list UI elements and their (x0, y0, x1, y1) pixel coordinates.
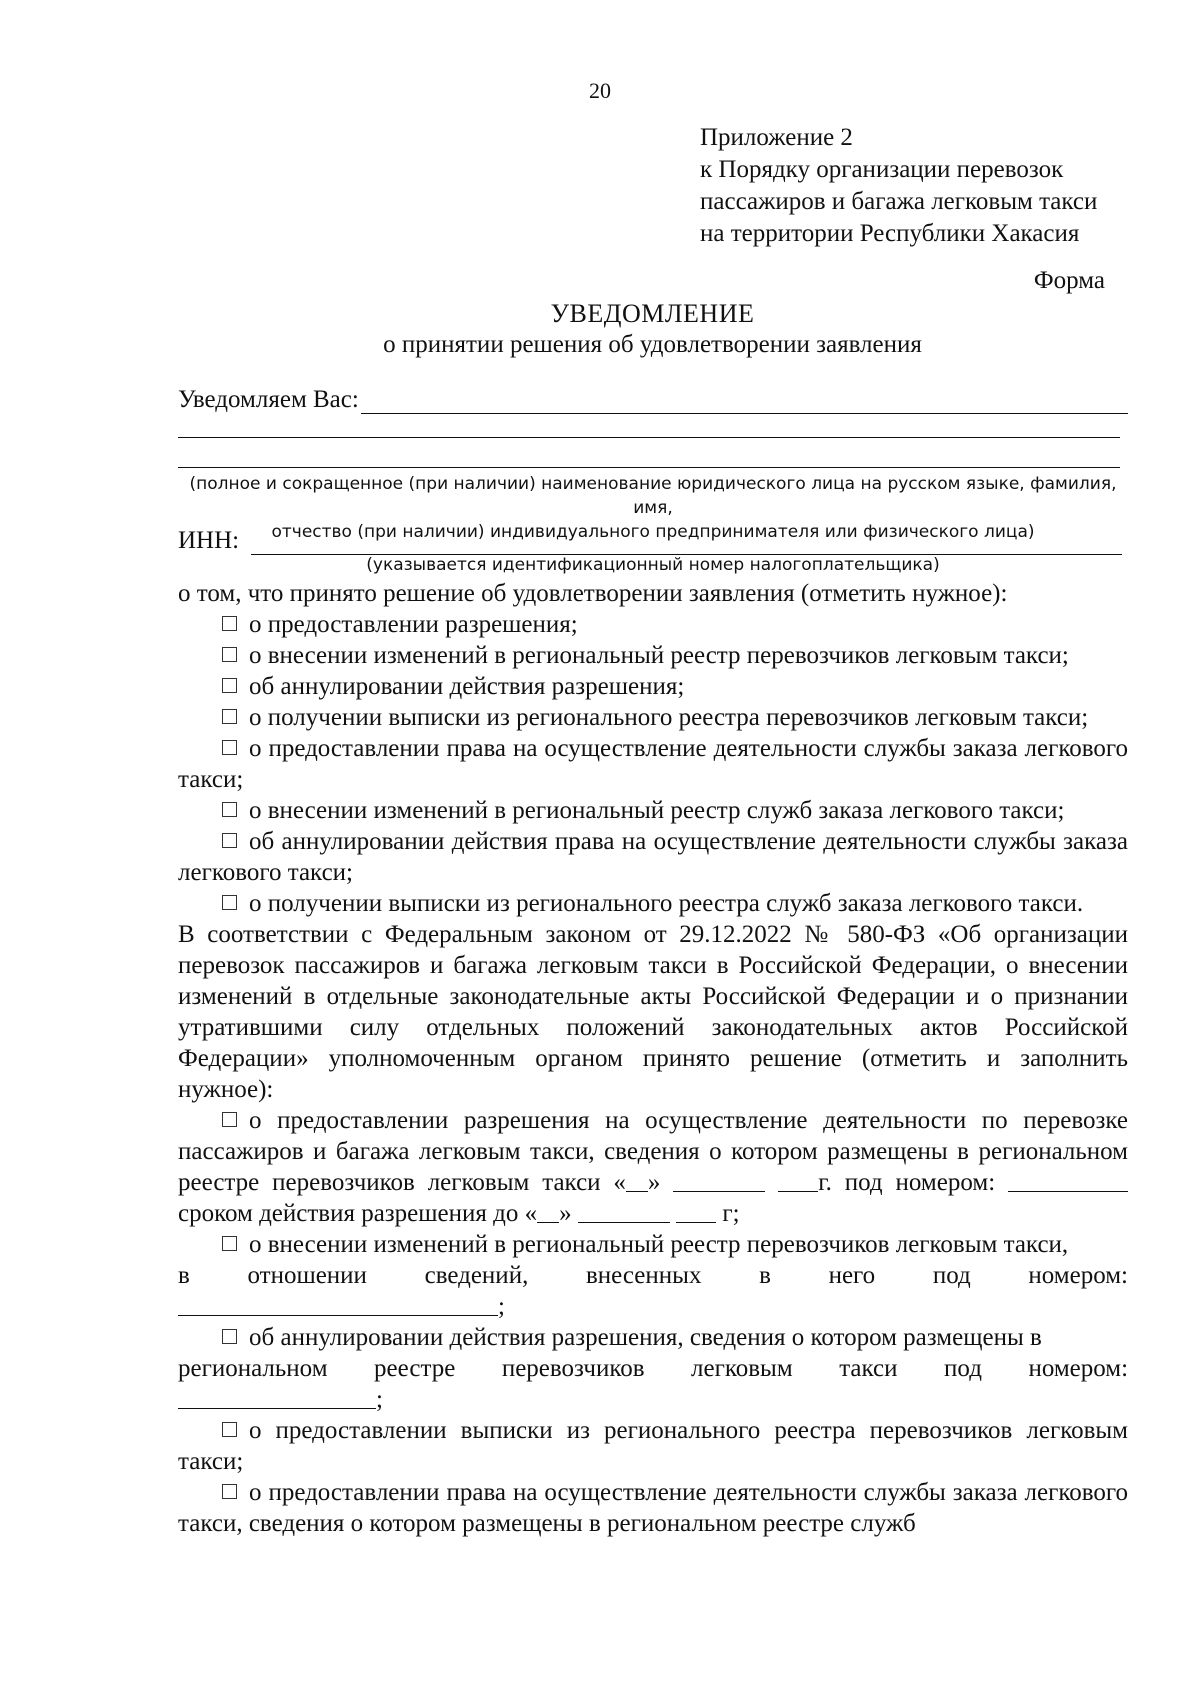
option-label: о получении выписки из регионального реестра служб заказа легкового такси. (249, 890, 1084, 917)
expiry-month-field[interactable] (578, 1202, 670, 1223)
name-hint-line: (полное и сокращенное (при наличии) наименование юридического лица на русском языке, фамилия, имя, (189, 474, 1117, 518)
word: перевозчиков (501, 1355, 645, 1382)
decision-intro: о том, что принято решение об удовлетворении заявления (отметить нужное): (178, 580, 1008, 607)
inn-row (178, 527, 1122, 555)
page-number: 20 (589, 78, 611, 103)
document-subtitle: о принятии решения об удовлетворении заявления (383, 331, 922, 358)
checkbox[interactable] (222, 1329, 237, 1344)
appendix-block (700, 122, 1097, 250)
expiry-day-field[interactable] (537, 1202, 559, 1223)
word: в (759, 1262, 771, 1289)
option-item (178, 733, 1128, 795)
inn-hint: (указывается идентификационный номер налогоплательщика) (366, 555, 940, 575)
word: реестре (374, 1355, 456, 1382)
day-field[interactable] (626, 1171, 648, 1192)
option-registry-change-line3 (178, 1291, 1128, 1322)
option-text: об аннулировании действия разрешения, сведения о котором размещены в (249, 1324, 1042, 1351)
appendix-line: к Порядку организации перевозок (700, 156, 1064, 183)
word: под (944, 1355, 982, 1382)
option-label: о внесении изменений в региональный реестр служб заказа легкового такси; (249, 797, 1065, 824)
option-registry-change (178, 1229, 1128, 1260)
option-text: г; (722, 1200, 740, 1227)
word: него (828, 1262, 876, 1289)
appendix-line: пассажиров и багажа легковым такси (700, 188, 1098, 215)
month-field[interactable] (673, 1171, 765, 1192)
cancel-number-field[interactable] (178, 1388, 376, 1409)
option-label: о предоставлении разрешения; (249, 611, 578, 638)
appendix-line: на территории Республики Хакасия (700, 220, 1080, 247)
checkbox[interactable] (222, 740, 237, 755)
year-field[interactable] (778, 1171, 818, 1192)
word: внесенных (585, 1262, 702, 1289)
registry-number-field[interactable] (1008, 1171, 1128, 1192)
option-text: о предоставлении права на осуществление деятельности службы заказа легкового такси, сведения о котором размещены в региональном реестре служб (178, 1479, 1128, 1537)
option-text: о предоставлении выписки из регионального реестра перевозчиков легковым такси; (178, 1417, 1128, 1475)
option-item (178, 826, 1128, 888)
checkbox[interactable] (222, 709, 237, 724)
expiry-year-field[interactable] (676, 1202, 716, 1223)
appendix-line: Приложение 2 (700, 124, 853, 151)
option-dispatch-right (178, 1477, 1128, 1539)
checkbox[interactable] (222, 1112, 237, 1127)
option-item (178, 888, 1128, 919)
checkbox[interactable] (222, 678, 237, 693)
option-item (178, 640, 1128, 671)
name-hint-line: отчество (при наличии) индивидуального предпринимателя или физического лица) (271, 522, 1035, 542)
notify-label: Уведомляем Вас: (178, 386, 359, 413)
option-label: о предоставлении права на осуществление деятельности службы заказа легкового такси; (178, 735, 1128, 793)
option-text: о внесении изменений в региональный реестр перевозчиков легковым такси, (249, 1231, 1069, 1258)
line-end: ; (376, 1386, 383, 1413)
option-permit-cancel-line2 (178, 1353, 1128, 1384)
document-body (178, 578, 1128, 1539)
form-label: Форма (1033, 267, 1105, 294)
option-item (178, 795, 1128, 826)
word: под (932, 1262, 971, 1289)
checkbox[interactable] (222, 616, 237, 631)
inn-label: ИНН: (178, 527, 240, 554)
checkbox[interactable] (222, 1422, 237, 1437)
word: отношении (247, 1262, 367, 1289)
document-title: УВЕДОМЛЕНИЕ (550, 299, 755, 328)
line-end: ; (498, 1293, 505, 1320)
recipient-name-field[interactable] (361, 389, 1128, 414)
checkbox[interactable] (222, 1236, 237, 1251)
option-label: об аннулировании действия права на осуществление деятельности службы заказа легкового такси; (178, 828, 1128, 886)
word: в (178, 1262, 190, 1289)
checkbox[interactable] (222, 647, 237, 662)
word: номером: (1028, 1355, 1129, 1382)
word: такси (839, 1355, 898, 1382)
checkbox[interactable] (222, 1484, 237, 1499)
option-registry-change-line2 (178, 1260, 1128, 1291)
checkbox[interactable] (222, 802, 237, 817)
record-number-field[interactable] (178, 1295, 498, 1316)
recipient-name-field-line2[interactable] (178, 437, 1120, 438)
option-item (178, 702, 1128, 733)
recipient-name-field-line3[interactable] (178, 467, 1120, 468)
option-permit-grant (178, 1105, 1128, 1229)
checkbox[interactable] (222, 895, 237, 910)
word: региональном (178, 1355, 328, 1382)
word: легковым (691, 1355, 793, 1382)
option-text: сроком действия разрешения до « (178, 1200, 538, 1227)
option-text: » (559, 1200, 572, 1227)
option-permit-cancel-line3 (178, 1384, 1128, 1415)
option-label: о получении выписки из регионального реестра перевозчиков легковым такси; (249, 704, 1089, 731)
notify-row (178, 386, 1128, 414)
option-text: о предоставлении разрешения на осуществление деятельности по перевозке пассажиров и багажа легковым такси, сведения о котором размещены в региональном реестре перевозчиков легковым такси « (178, 1107, 1128, 1196)
option-text: » (647, 1169, 661, 1196)
option-label: об аннулировании действия разрешения; (249, 673, 685, 700)
option-item (178, 671, 1128, 702)
word: номером: (1028, 1262, 1128, 1289)
option-permit-cancel (178, 1322, 1128, 1353)
inn-field[interactable] (251, 530, 1122, 555)
option-text: г. под номером: (818, 1169, 996, 1196)
law-paragraph: В соответствии с Федеральным законом от 29.12.2022 № 580-ФЗ «Об организации перевозок пассажиров и багажа легковым такси в Российской Федерации, о внесении изменений в отдельные законодательные акты Российской Федерации и о признании утратившими силу отдельных положений законодательных актов Российской Федерации» уполномоченным органом принято решение (отметить и заполнить нужное): (178, 921, 1128, 1103)
option-extract (178, 1415, 1128, 1477)
option-label: о внесении изменений в региональный реестр перевозчиков легковым такси; (249, 642, 1069, 669)
option-item (178, 609, 1128, 640)
word: сведений, (424, 1262, 529, 1289)
checkbox[interactable] (222, 833, 237, 848)
